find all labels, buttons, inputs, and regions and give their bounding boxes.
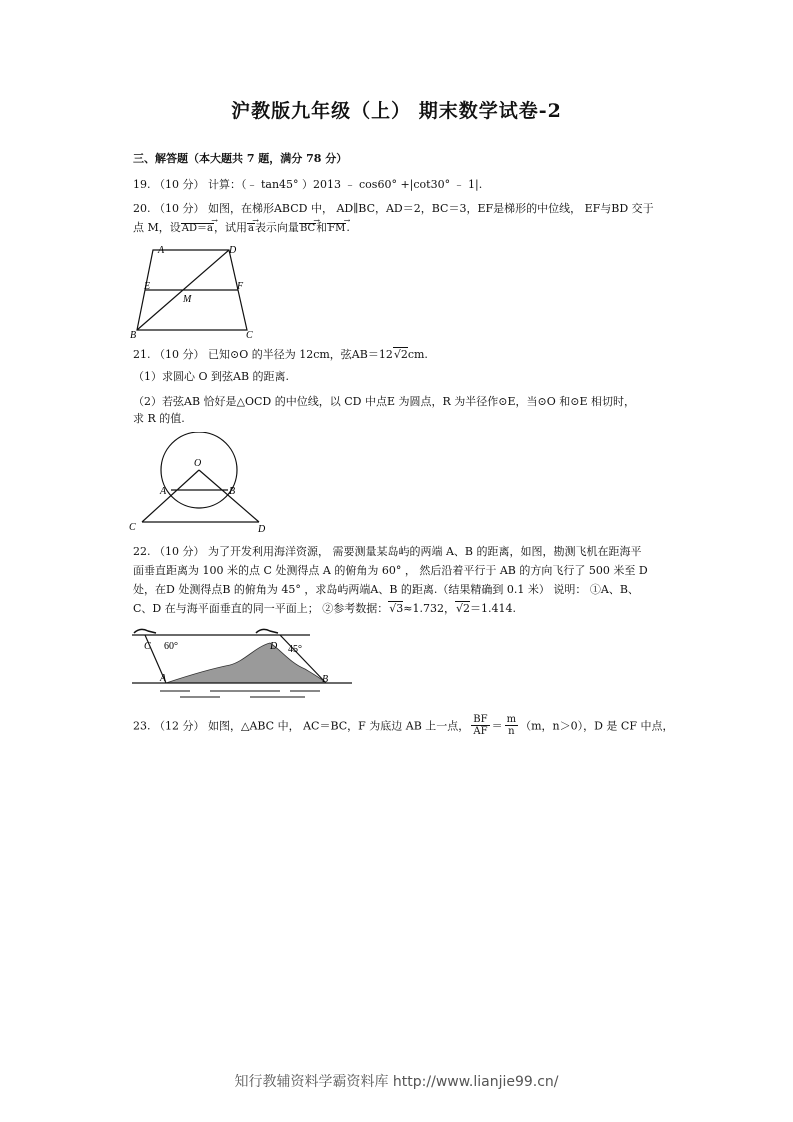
question-22-line4 [133, 600, 516, 616]
vector-a: a → [247, 223, 255, 234]
label-e: E [144, 281, 151, 292]
question-21-part2-line2: 求 R 的值. [133, 412, 185, 425]
q20-text-e: . [346, 221, 350, 234]
fraction-m-n [505, 714, 518, 737]
q22-text-a: C、D 在与海平面垂直的同一平面上； ②参考数据： [133, 602, 389, 615]
section-heading: 三、解答题（本大题共 7 题，满分 78 分） [133, 152, 348, 165]
label-c: C [246, 330, 253, 341]
fraction-denominator: AF [473, 726, 488, 737]
sqrt-symbol: √ [389, 602, 397, 615]
q22-text-c: ＝1.414. [469, 602, 516, 615]
question-19: 19. （10 分） 计算：（﹣ tan45° ）2013 ﹣ cos60° +|cot30° ﹣ 1|. [133, 178, 483, 191]
vector-fm: FM → [327, 223, 346, 234]
label-b: B [322, 674, 329, 685]
label-45deg: 45° [288, 644, 302, 655]
question-22-line1: 22. （10 分） 为了开发利用海洋资源， 需要测量某岛屿的两端 A、B 的距离，如图，勘测飞机在距海平 [133, 545, 642, 558]
q23-text-a: 23. （12 分） 如图，△ABC 中， AC＝BC，F 为底边 AB 上一点， [133, 719, 470, 733]
fraction-numerator: m [506, 714, 517, 725]
island-figure [130, 625, 355, 705]
q21-text-end: cm. [407, 348, 428, 361]
fraction-numerator: BF [473, 714, 488, 725]
label-a: A [160, 486, 167, 497]
question-20-line1: 20. （10 分） 如图，在梯形ABCD 中， AD∥BC，AD＝2，BC＝3，EF是梯形的中位线， EF与BD 交于 [133, 202, 654, 215]
label-c: C [144, 641, 151, 652]
q21-text: 21. （10 分） 已知⊙O 的半径为 12cm，弦AB＝12 [133, 348, 393, 361]
question-21-part1: （1）求圆心 O 到弦AB 的距离. [133, 370, 290, 383]
fraction-bf-af [471, 714, 489, 737]
label-f: F [237, 281, 244, 292]
sqrt-2 [455, 601, 470, 615]
label-a: A [160, 673, 167, 684]
circle-figure [124, 432, 274, 537]
label-b: B [130, 330, 137, 341]
q22-sqrt2-value: 2 [462, 602, 470, 615]
question-21-part2-line1: （2）若弦AB 恰好是△OCD 的中位线，以 CD 中点E 为圆点，R 为半径作⊙E，当⊙O 和⊙E 相切时， [133, 395, 635, 408]
question-22-line2: 面垂直距离为 100 米的点 C 处测得点 A 的俯角为 60° ， 然后沿着平行于 AB 的方向飞行了 500 米至 D [133, 564, 648, 577]
question-23 [133, 714, 673, 737]
label-b: B [229, 486, 236, 497]
question-21-line1 [133, 346, 428, 362]
q23-eq: ＝ [491, 719, 503, 733]
label-m: M [183, 294, 192, 305]
label-d: D [258, 524, 266, 535]
vector-bc: BC → [299, 223, 316, 234]
sqrt-3 [388, 601, 403, 615]
label-o: O [194, 458, 202, 469]
label-c: C [129, 522, 136, 533]
question-20-line2 [133, 219, 350, 235]
q20-text-d: 和 [316, 221, 328, 234]
q20-text-a: 点 M，设 [133, 221, 181, 234]
page-title: 沪教版九年级（上） 期末数学试卷-2 [231, 100, 562, 122]
label-a: A [158, 245, 165, 256]
footer-watermark: 知行教辅资料学霸资料库 http://www.lianjie99.cn/ [234, 1074, 559, 1090]
q23-text-b: （m，n＞0），D 是 CF 中点， [520, 719, 674, 733]
vector-ad: AD＝a → [181, 223, 214, 234]
q21-sqrt-value: 2 [400, 348, 408, 361]
label-d: D [229, 245, 237, 256]
trapezoid-figure [125, 240, 265, 345]
label-60deg: 60° [164, 641, 178, 652]
q22-text-b: ≈1.732， [403, 602, 455, 615]
sqrt-symbol: √ [455, 602, 463, 615]
q20-text-c: 表示向量 [254, 221, 299, 234]
question-22-line3: 处，在D 处测得点B 的俯角为 45° ，求岛屿两端A、B 的距离.（结果精确到 0.1 米） 说明： ①A、B、 [133, 583, 639, 596]
sqrt-symbol: √ [393, 348, 401, 361]
q20-text-b: ，试用 [213, 221, 247, 234]
q22-sqrt3-value: 3 [396, 602, 404, 615]
fraction-denominator: n [508, 726, 515, 737]
sqrt-2 [393, 347, 408, 361]
label-d: D [270, 641, 278, 652]
